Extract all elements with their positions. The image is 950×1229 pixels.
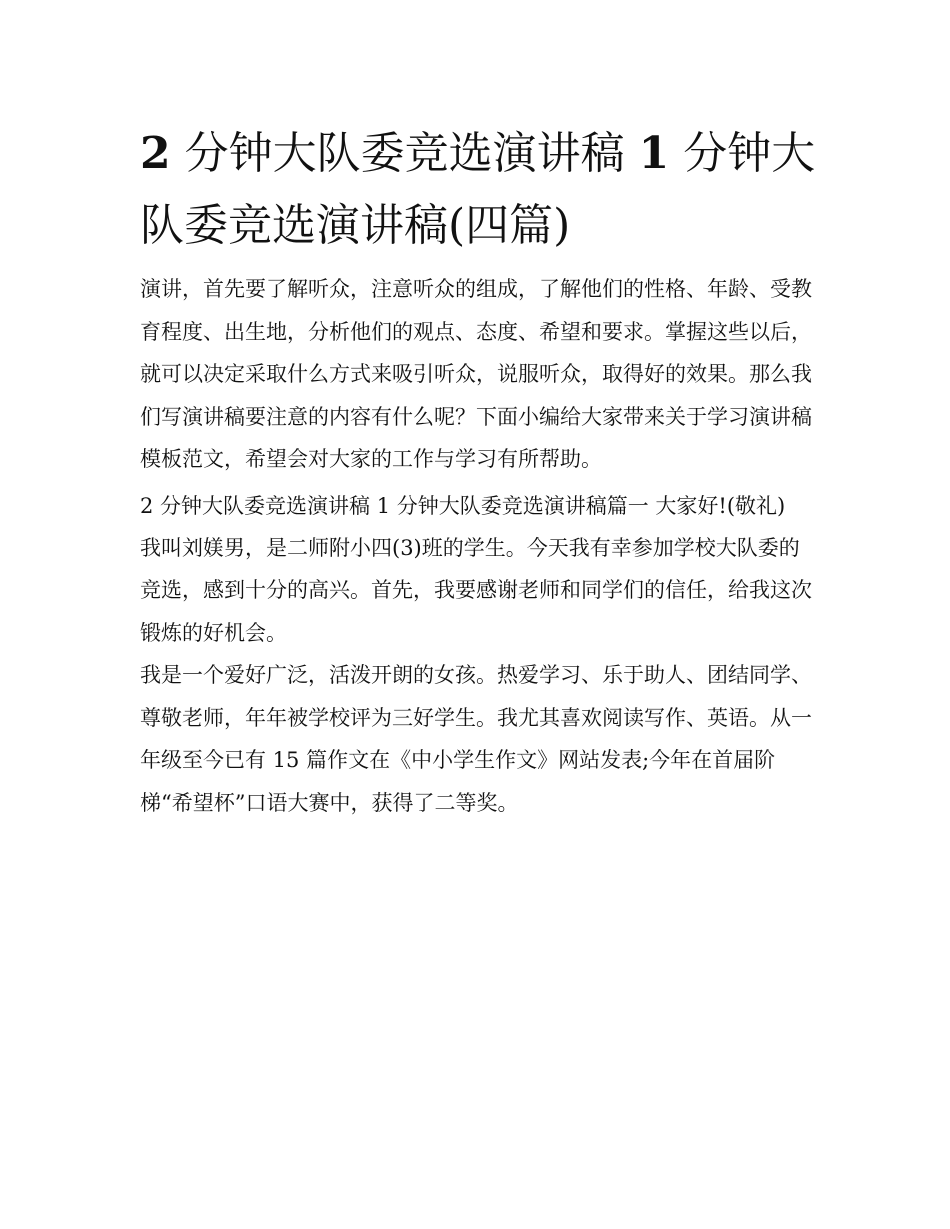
document-title xyxy=(140,118,820,262)
title-text-2: 分钟大队委竞选演讲稿(四篇) xyxy=(140,128,816,251)
title-number-1: 2 xyxy=(140,128,171,179)
title-text-1: 分钟大队委竞选演讲稿 xyxy=(170,128,639,179)
section-heading-paragraph: 2 分钟大队委竞选演讲稿 1 分钟大队委竞选演讲稿篇一 大家好!(敬礼) xyxy=(140,493,786,518)
intro-paragraph: 演讲，首先要了解听众，注意听众的组成，了解他们的性格、年龄、受教育程度、出生地，分析他们的观点、态度、希望和要求。掌握这些以后，就可以决定采取什么方式来吸引听众，说服听众，取得好的效果。那么我们写演讲稿要注意的内容有什么呢？下面小编给大家带来关于学习演讲稿模板范文，希望会对大家的工作与学习有所帮助。 xyxy=(140,277,812,471)
body-paragraph: 我是一个爱好广泛，活泼开朗的女孩。热爱学习、乐于助人、团结同学、尊敬老师，年年被学校评为三好学生。我尤其喜欢阅读写作、英语。从一年级至今已有 15 篇作文在《中小学生作文》网站发表;今年在首届阶梯“希望杯”口语大赛中，获得了二等奖。 xyxy=(140,663,812,815)
document-body xyxy=(140,118,820,824)
body-paragraph: 我叫刘媄男，是二师附小四(3)班的学生。今天我有幸参加学校大队委的竞选，感到十分的高兴。首先，我要感谢老师和同学们的信任，给我这次锻炼的好机会。 xyxy=(140,535,812,645)
title-number-2: 1 xyxy=(638,128,670,179)
